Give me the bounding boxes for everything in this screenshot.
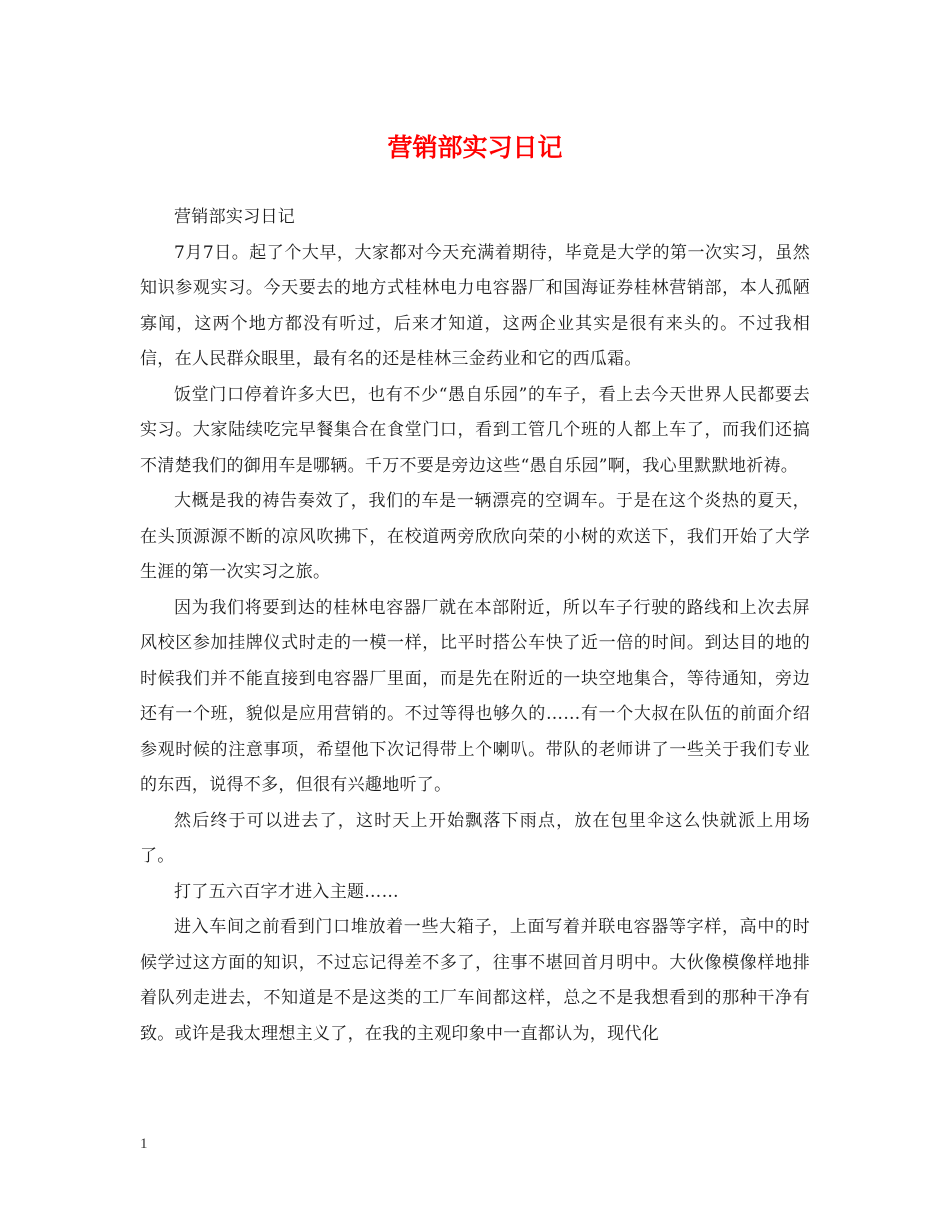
paragraph: 饭堂门口停着许多大巴，也有不少“愚自乐园”的车子，看上去今天世界人民都要去实习。大家陆续吃完早餐集合在食堂门口，看到工管几个班的人都上车了，而我们还搞不清楚我们的御用车是哪辆。千万不要是旁边这些“愚自乐园”啊，我心里默默地祈祷。 xyxy=(140,384,810,476)
paragraph: 打了五六百字才进入主题…… xyxy=(174,881,399,902)
document-title: 营销部实习日记 xyxy=(387,133,563,162)
paragraph: 大概是我的祷告奏效了，我们的车是一辆漂亮的空调车。于是在这个炎热的夏天，在头顶源源不断的凉风吹拂下，在校道两旁欣欣向荣的小树的欢送下，我们开始了大学生涯的第一次实习之旅。 xyxy=(140,491,810,582)
paragraph: 然后终于可以进去了，这时天上开始飘落下雨点，放在包里伞这么快就派上用场了。 xyxy=(140,810,810,866)
paragraph: 营销部实习日记 xyxy=(174,207,296,227)
document-body xyxy=(140,200,810,1052)
paragraph: 7月7日。起了个大早，大家都对今天充满着期待，毕竟是大学的第一次实习，虽然知识参观实习。今天要去的地方式桂林电力电容器厂和国海证券桂林营销部，本人孤陋寡闻，这两个地方都没有听过，后来才知道，这两企业其实是很有来头的。不过我相信，在人民群众眼里，最有名的还是桂林三金药业和它的西瓜霜。 xyxy=(140,242,810,369)
paragraph: 因为我们将要到达的桂林电容器厂就在本部附近，所以车子行驶的路线和上次去屏风校区参加挂牌仪式时走的一模一样，比平时搭公车快了近一倍的时间。到达目的地的时候我们并不能直接到电容器厂里面，而是先在附近的一块空地集合，等待通知，旁边还有一个班，貌似是应用营销的。不过等得也够久的……有一个大叔在队伍的前面介绍参观时候的注意事项，希望他下次记得带上个喇叭。带队的老师讲了一些关于我们专业的东西，说得不多，但很有兴趣地听了。 xyxy=(140,597,810,795)
page-number: 1 xyxy=(140,1136,148,1152)
paragraph: 进入车间之前看到门口堆放着一些大箱子，上面写着并联电容器等字样，高中的时候学过这方面的知识，不过忘记得差不多了，往事不堪回首月明中。大伙像模像样地排着队列走进去，不知道是不是这类的工厂车间都这样，总之不是我想看到的那种干净有致。或许是我太理想主义了，在我的主观印象中一直都认为，现代化 xyxy=(140,917,810,1044)
